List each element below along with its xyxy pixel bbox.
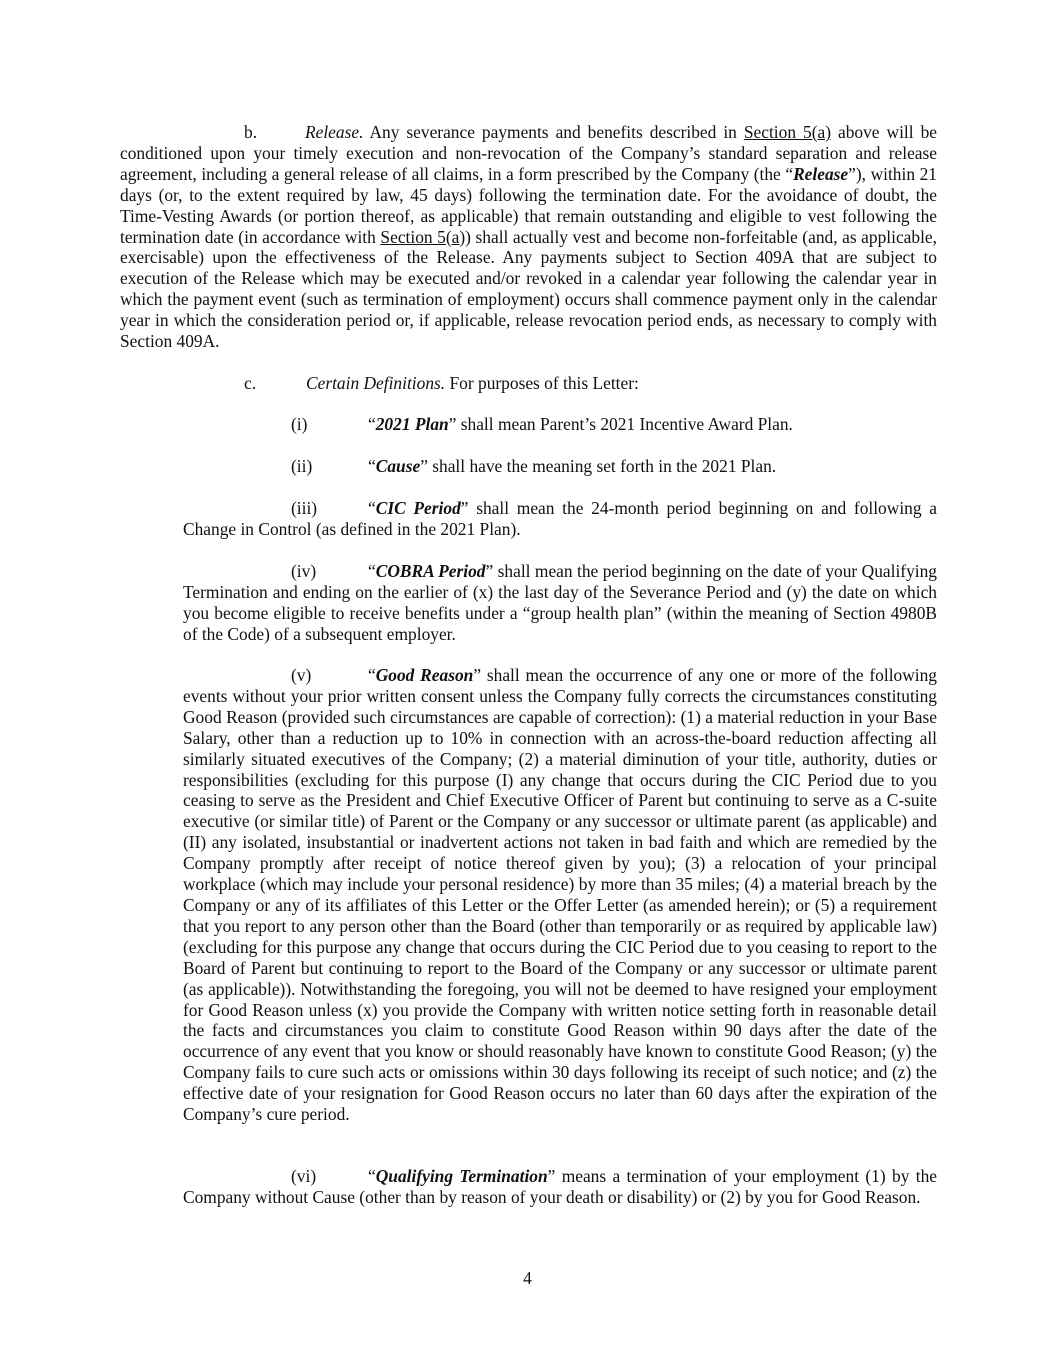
defined-term: Qualifying Termination [375,1166,548,1186]
open-quote: “ [368,456,376,476]
item-marker: (vi) [291,1166,317,1186]
body-text: Any severance payments and benefits described in [363,122,744,142]
definition-text: ” means a termination of your employment (1) by the Company without Cause (other than by reason of your death or disability) or (2) by you for Good Reason. [183,1166,937,1207]
defined-term: Release [793,163,849,184]
defined-term: Good Reason [375,665,474,685]
definition-item [183,414,937,435]
page-number: 4 [523,1268,532,1288]
section-reference: Section 5(a) [743,122,832,142]
section-marker: c. [244,373,257,393]
item-marker: (iii) [291,498,318,518]
definition-text: ” shall mean the period beginning on the date of your Qualifying Termination and ending on the earlier of (x) the last day of the Severance Period and (y) the date on which you become eligible to receive benefits under a “group health plan” (within the meaning of Section 4980B of the Code) of a subsequent employer. [183,561,937,644]
definition-text: ” shall mean the occurrence of any one or more of the following events without your prior written consent unless the Company fully corrects the circumstances constituting Good Reason (provided such circumstances are capable of correction): (1) a material reduction in your Base Salary, other than a reduction up to 10% in connection with an across-the-board reduction affecting all similarly situated executives of the Company; (2) a material diminution of your title, authority, duties or responsibilities (excluding for this purpose (I) any change that occurs during the CIC Period due to you ceasing to serve as the President and Chief Executive Officer of Parent but continuing to serve as a C-suite executive (or similar title) of Parent or the Company or any successor or ultimate parent (as applicable) and (II) any isolated, insubstantial or inadvertent actions not taken in bad faith and which are remedied by the Company promptly after receipt of notice thereof given by you); (3) a relocation of your principal workplace (which may include your personal residence) by more than 35 miles; (4) a material breach by the Company or any of its affiliates of this Letter or the Offer Letter (as amended herein); or (5) a requirement that you report to any person other than the Board (other than temporarily or as required by applicable law) (excluding for this purpose any change that occurs during the CIC Period due to you ceasing to report to the Board of Parent but continuing to report to the Board of the Company or any successor or ultimate parent (as applicable)). Notwithstanding the foregoing, you will not be deemed to have resigned your employment for Good Reason unless (x) you provide the Company with written notice setting forth in reasonable detail the facts and circumstances you claim to constitute Good Reason within 90 days after the date of the occurrence of any event that you know or should reasonably have known to constitute Good Reason; (y) the Company fails to cure such acts or omissions within 30 days following its receipt of such notice; and (z) the effective date of your resignation for Good Reason occurs no later than 60 days after the expiration of the Company’s cure period. [183,665,937,1125]
section-reference: Section 5(a) [380,226,466,247]
defined-term: COBRA Period [375,561,486,581]
section-marker: b. [244,122,258,142]
item-marker: (v) [291,665,312,685]
body-text: above will be conditioned upon your timely execution and non-revocation of the Company’s standard separation and release agreement, including a general release of all claims, in a form prescribed by the Company (the “ [120,122,937,184]
item-marker: (iv) [291,561,317,581]
section-heading: Certain Definitions. [306,373,446,393]
open-quote: “ [368,498,376,518]
body-text: ”), within 21 days (or, to the extent required by law, 45 days) following the termination date. For the avoidance of doubt, the Time-Vesting Awards (or portion thereof, as applicable) that remain outstanding and eligible to vest following the termination date (in accordance with [120,163,938,247]
item-marker: (i) [291,414,308,434]
item-marker: (ii) [291,456,313,476]
defined-term: Cause [375,456,421,476]
definition-text: ” shall mean Parent’s 2021 Incentive Award Plan. [448,414,793,434]
section-c-definitions [244,373,937,394]
definition-text: ” shall have the meaning set forth in the 2021 Plan. [420,456,777,476]
definition-item [183,456,937,477]
body-text: ) shall actually vest and become non-forfeitable (and, as applicable, exercisable) upon the effectiveness of the Release. Any payments subject to Section 409A that are subject to execution of the Release which may be executed and/or revoked in a calendar year following the calendar year in which the payment event (such as termination of employment) occurs shall commence payment only in the calendar year in which the consideration period or, if applicable, release revocation period ends, as necessary to comply with Section 409A. [120,226,937,352]
open-quote: “ [368,665,376,685]
definition-item [183,498,937,540]
defined-term: 2021 Plan [375,414,449,434]
section-heading: Release. [305,122,364,142]
definition-item [183,561,937,645]
body-text: For purposes of this Letter: [445,373,639,393]
open-quote: “ [368,561,376,581]
definition-item [183,1166,937,1208]
defined-term: CIC Period [375,498,461,518]
open-quote: “ [368,1166,376,1186]
definition-item [183,665,937,1125]
section-b-release [120,122,937,352]
definition-text: ” shall mean the 24-month period beginning on and following a Change in Control (as defined in the 2021 Plan). [183,498,937,539]
open-quote: “ [368,414,376,434]
